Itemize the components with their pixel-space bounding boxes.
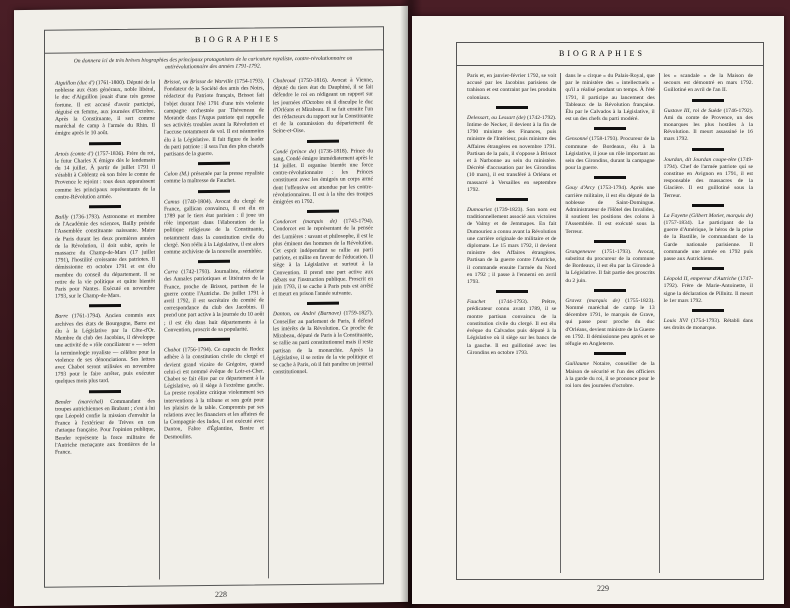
entry-separator [496, 290, 528, 293]
entry-text: (1759-1827). Conseiller au parlement de Paris, il défend les intérêts de la Révolution. Ce proche de Mirabeau, député de Paris à la Constituante, se rallie au parti constitutionnel mais il reste partisan de la monarchie. Après la Législative, il se retire de la vie politique et se cache à Paris, où il fait paraître un journal constitutionnel. [273, 310, 373, 376]
biography-entry [467, 73, 556, 102]
entry-text: (1743-1794). Condorcet est le représentant de la pensée des Lumières : savant et philosophe, il est le plus éminent des hommes de la Révolution. Cet esprit indépendant se rallie au parti patriote, et milite en faveur de l'éducation. Il siège à la Législative et surtout à la Convention. Il prend une part active aux débats sur l'instruction publique. Proscrit en juin 1793, il se cache à Paris puis est arrêté et meurt en prison l'année suivante. [273, 218, 374, 298]
entry-name: Guillaume [565, 361, 589, 368]
entry-text: Paris et, en janvier-février 1792, se voit accusé par les Jacobins parisiens de trahison et est contraint par les produits coloniaux. [467, 73, 557, 101]
entry-separator [594, 352, 626, 355]
entry-text: (1756-1794). Ce capucin de Rodez adhère à la constitution civile du clergé et devient grand vicaire de Grégoire, quand celui-ci est nommé évêque de Loir-et-Cher. Chabot se fait élire par ce département à la Législative, où il siège à l'extrême gauche. La presse royaliste critique violemment ses interventions à la tribune et son goût pour les plaisirs de la table. Compromis par ses relations avec les financiers et les affaires de la Compagnie des Indes, il est exécuté avec Danton, Fabre d'Églantine, Basire et Desmoulins. [164, 346, 264, 441]
right-page-frame [456, 42, 764, 593]
biography-entry [664, 73, 753, 95]
entry-text: (1742-1792). Intime de Necker, il devient à la fin de 1790 ministre des Finances, puis ministre de l'Intérieur, puis ministre des Affaires étrangères en novembre 1791. Partisan de la paix, il s'oppose à Brissot et à Narbonne au sein du ministère. Décrété d'accusation par les Girondins (10 mars), il est transféré à Orléans et massacré à Versailles en septembre 1792. [467, 114, 557, 193]
entry-separator [692, 309, 724, 312]
entry-text: les « scandale » de la Maison de secours est démontré en mars 1792. Guillotiné en avril de l'an II. [663, 73, 753, 94]
entry-name: Brissot, ou Brissot de Warville [164, 78, 234, 86]
entry-separator [198, 162, 230, 165]
right-column-1 [463, 73, 561, 573]
entry-text: (1749-1794). Chef de l'armée patriote qui se constitue en Avignon en 1791, il est responsable des massacres de la Glacière. Il est guillotiné sous la Terreur. [663, 156, 753, 199]
entry-separator [89, 142, 121, 145]
entry-text: (1750-1816). Avocat à Vienne, député du tiers état du Dauphiné, il se fait défendre le roi en rédigeant un rapport sur les journées d'Octobre où il disculpe le duc d'Orléans et Mirabeau. Il se fait ensuite l'un des rédacteurs du rapport sur la Constituante et de la commission du département de Seine-et-Oise. [273, 77, 373, 135]
entry-text: présentée par la presse royaliste comme la maîtresse de Fauchet. [164, 170, 265, 185]
biography-entry [55, 80, 155, 139]
entry-name: Fauchet [467, 299, 486, 306]
left-page-number: 228 [215, 589, 227, 599]
biography-entry [664, 213, 753, 263]
left-page-intro: On donnera ici de très brèves biographies des principaux protagonistes de la caricature royaliste, contre-révolutionnaire ou antirévolutionnaire des années 1791-1792. [73, 55, 353, 71]
entry-separator [692, 204, 724, 207]
right-page-header [457, 43, 763, 66]
entry-separator [307, 302, 339, 305]
entry-name: Dumouriez [467, 207, 492, 214]
biography-entry [467, 207, 556, 286]
biography-entry [664, 108, 753, 144]
biography-entry [164, 198, 264, 257]
biography-entry [55, 398, 155, 457]
entry-name: Jourdan, dit Jourdan coupe-tête [663, 156, 737, 163]
entry-name: Condorcet (marquis de) [273, 218, 337, 226]
entry-text: Commandant des troupes autrichiennes en Brabant ; c'est à lui que Léopold confie la mission d'envahir la France à l'extérieur de Trèves en cas d'attaque française. Pour l'opinion publique, Bender représente la force militaire de l'Autriche menaçante aux frontières de la France. [55, 398, 156, 456]
biography-entry [164, 78, 264, 158]
biography-entry [164, 347, 264, 442]
entry-text: (1761-1794). Ancien commis aux archives des états de Bourgogne, Barre est élu à la Législative par la Côte-d'Or. Membre du club des Jacobins, il développe une activité de « rôle conciliateur » — selon la terminologie royaliste — célèbre pour la violence de ses dénonciations. Ses lettres avec Chabot seront utilisées en novembre 1793 pour le faire arrêter, puis exécuter quelques mois plus tard. [55, 313, 155, 385]
entry-name: Gensonné [565, 136, 588, 143]
entry-text: (1753-1794). Après une carrière militaire, il est élu député de la noblesse de Saint-Domingue. Administrateur de l'Hôtel des Invalides, il soutient les positions des colons à l'Assemblée. Il est exécuté sous la Terreur. [565, 185, 655, 235]
entry-text: (1742-1793). Journaliste, rédacteur des Annales patriotiques et littéraires de la France, proche de Brissot, partisan de la guerre contre l'Autriche. De juillet 1791 à avril 1792, il est secrétaire du comité de correspondance du club des Jacobins. Il prend une part active à la journée du 10 août ; il est élu dans huit départements à la Convention, proscrit de sa popularité. [164, 268, 264, 334]
biography-entry [467, 299, 556, 357]
entry-separator [692, 267, 724, 270]
biography-entry [565, 298, 654, 348]
entry-name: Artois (comte d') [55, 150, 94, 158]
entry-separator [89, 304, 121, 307]
right-page-title: BIOGRAPHIES [559, 49, 645, 58]
entry-separator [496, 106, 528, 109]
entry-text: (1747-1792). Frère de Marie-Antoinette, il signe la déclaration de Pillnitz. Il meurt le 1er mars 1792. [663, 276, 753, 304]
entry-name: Condé (prince de) [273, 148, 317, 155]
entry-text: (1754-1793). Fondateur de la Société des amis des Noirs, rédacteur du Patriote français, Brissot fait l'objet durant l'été 1791 d'une très violente campagne orchestrée par Théveneau de Morande dans l'Argus patriote qui rappelle ses activités troubles avant la Révolution et l'accuse notamment de vol. Il est néanmoins élu à la Législative. Il fait figure de leader du parti patriote : il sera l'un des plus chauds partisans de la guerre. [164, 78, 264, 158]
right-page-columns [463, 73, 757, 573]
biography-entry [664, 276, 753, 305]
entry-name: Grangeneuve [565, 248, 596, 255]
biography-entry [565, 185, 654, 235]
entry-text: (1744-1793). Prêtre, prédicateur connu avant 1789, il se montre partisan convaincu de la constitution civile du clergé. Il est élu évêque du Calvados puis député à la Législative où il siège sur les bancs de la gauche. Il est guillotiné avec les Girondins en octobre 1793. [467, 299, 557, 356]
biography-entry [55, 150, 155, 201]
entry-name: Aiguillon (duc d') [55, 80, 95, 87]
left-page-columns [51, 77, 377, 580]
entry-name: Bender (maréchal) [55, 398, 104, 406]
right-page [412, 16, 784, 604]
entry-separator [198, 338, 230, 341]
entry-separator [307, 210, 339, 213]
entry-separator [89, 205, 121, 208]
entry-text: (1739-1823). Son nom est traditionnellement associé aux victoires de Valmy et de Jemmapes. En fait Dumouriez a connu avant la Révolution une carrière originale de militaire et de diplomate. Le 15 mars 1792, il devient ministre des Affaires étrangères. Partisan de la guerre contre l'Autriche, il commande ensuite l'armée du Nord en 1792 ; il passe à l'ennemi en avril 1793. [467, 207, 557, 286]
entry-separator [692, 99, 724, 102]
entry-separator [594, 240, 626, 243]
entry-name: Chabot [164, 347, 181, 354]
entry-text: Notaire, conseiller de la Maison de sécurité et l'un des officiers à la garde du roi, il se prononce pour le roi lors des journées d'octobre. [565, 361, 655, 389]
entry-text: (1740-1804). Avocat du clergé de France, gallican convaincu, il est élu en 1789 par le tiers état parisien : il joue un rôle important dans l'élaboration de la politique religieuse de la Constituante, notamment dans la constitution civile du clergé. Non réélu à la Législative, il est alors comme archiviste de la nouvelle assemblée. [164, 198, 264, 256]
entry-name: Barre [55, 313, 68, 321]
entry-name: Carra [164, 269, 178, 276]
biography-entry [664, 318, 753, 332]
entry-separator [307, 139, 339, 142]
entry-text: (1746-1792). Ami du comte de Provence, un des monarques les plus hostiles à la Révolution. Il meurt assassiné le 16 mars 1792. [663, 107, 753, 143]
entry-name: Gustave III, roi de Suède [663, 107, 722, 114]
entry-text: (1757-1836). Frère du roi, le futur Charles X émigre dès le lendemain du 14 juillet. À partir de juillet 1791 il s'établit à Coblentz où son frère le comte de Provence le rejoint : tous deux apparaissent comme les principaux représentants de la contre-Révolution armée. [55, 150, 155, 201]
biography-entry [164, 269, 264, 335]
left-page [14, 6, 408, 606]
left-page-title: BIOGRAPHIES [195, 34, 281, 45]
biography-entry [565, 73, 654, 123]
entry-text: (1751-1793). Avocat, substitut du procureur de la commune de Bordeaux, il est élu par la Gironde à la Législative. Il fait partie des proscrits du 2 juin. [565, 248, 655, 284]
biography-entry [164, 171, 264, 186]
entry-name: Bailly [55, 214, 69, 221]
entry-name: Delessart, ou Lessart (de) [467, 114, 526, 121]
entry-name: Chabroud [273, 78, 296, 85]
entry-text: (1736-1818). Prince du sang, Condé émigre immédiatement après le 14 juillet. Il organise bientôt une force contre-révolutionnaire : les Princes constituent avec les émigrés un corps armé dont l'offensive est attendue par les contre-révolutionnaires. Il est à la tête des troupes émigrées en 1792. [273, 147, 374, 206]
entry-name: Danton, ou André (Barnave) [273, 311, 341, 318]
left-page-frame [44, 26, 384, 599]
entry-separator [692, 148, 724, 151]
biography-entry [565, 361, 654, 390]
biography-entry [565, 249, 654, 285]
entry-name: Gouy d'Arcy [565, 185, 595, 192]
entry-separator [594, 289, 626, 292]
right-column-3 [660, 73, 757, 573]
entry-name: Léopold II, empereur d'Autriche [663, 276, 737, 283]
left-column-2 [160, 78, 269, 579]
entry-separator [198, 260, 230, 263]
entry-name: Camus [164, 198, 180, 206]
right-column-2 [561, 73, 659, 573]
biography-entry [467, 115, 556, 194]
entry-separator [594, 127, 626, 130]
entry-text: (1757-1834). Le participant de la guerre d'Amérique, le héros de la prise de la Bastille, le commandant de la Garde nationale parisienne. Il commande une armée en 1792 puis passe aux Autrichiens. [663, 220, 753, 263]
biography-entry [273, 219, 373, 299]
biography-entry [664, 157, 753, 200]
left-column-3 [269, 77, 377, 578]
entry-text: dans le « cirque » du Palais-Royal, que par le ministère des « intellectuels » qu'il a réalisé pendant un temps. À l'été 1791, il participe au lancement des Tableaux de la Révolution française. Élu par le Calvados à la Législative, il est un des chefs du parti modéré. [565, 73, 655, 123]
right-page-number: 229 [597, 584, 609, 593]
entry-name: Calon (M.) [164, 171, 190, 178]
left-column-1 [51, 80, 160, 581]
biography-entry [273, 311, 373, 377]
entry-name: Louis XVI [663, 318, 688, 325]
entry-separator [594, 176, 626, 179]
entry-name: Gravez (marquis de) [565, 297, 620, 304]
left-page-header [45, 27, 383, 54]
entry-text: (1758-1793). Procureur de la commune de Bordeaux, élu à la Législative, il joue un rôle important au sein des Girondins, durant la campagne pour la guerre. [565, 136, 655, 172]
entry-text: (1754-1793). Rétabli dans ses droits de monarque. [663, 318, 753, 332]
entry-text: (1736-1793). Astronome et membre de l'Académie des sciences, Bailly préside l'Assemblée constituante naissante. Maire de Paris durant les deux premières années de la Révolution, il doit subir, après le massacre du Champ-de-Mars (17 juillet 1791), l'hostilité croissante des patriotes. Il démissionne en octobre 1791 et est élu membre du conseil du département. Il se retire de la vie politique et quitte bientôt Paris pour Nantes. Exécuté en novembre 1793, sur le Champ-de-Mars. [55, 213, 155, 300]
entry-text: (1761-1800). Député de la noblesse aux états généraux, noble libéral, le duc d'Aiguillon jouait d'une très grosse fortune. Il est accusé d'avoir participé, déguisé en femme, aux journées d'Octobre. Après la Constituante, il sert comme maréchal de camp à l'armée du Rhin. Il émigre après le 10 août. [55, 79, 155, 138]
biography-entry [565, 136, 654, 172]
biography-entry [273, 77, 373, 136]
entry-separator [89, 389, 121, 392]
entry-separator [496, 198, 528, 201]
biography-entry [55, 214, 155, 301]
entry-separator [198, 189, 230, 192]
biography-entry [55, 313, 155, 386]
entry-text: (1755-1823). Nommé maréchal de camp le 13 décembre 1791, le marquis de Grave, qui passe pour proche du duc d'Orléans, devient ministre de la Guerre en 1792. Il démissionne peu après et se réfugie en Angleterre. [565, 297, 655, 348]
biography-entry [273, 148, 373, 207]
entry-name: La Fayette (Gilbert Motier, marquis de) [663, 212, 753, 219]
